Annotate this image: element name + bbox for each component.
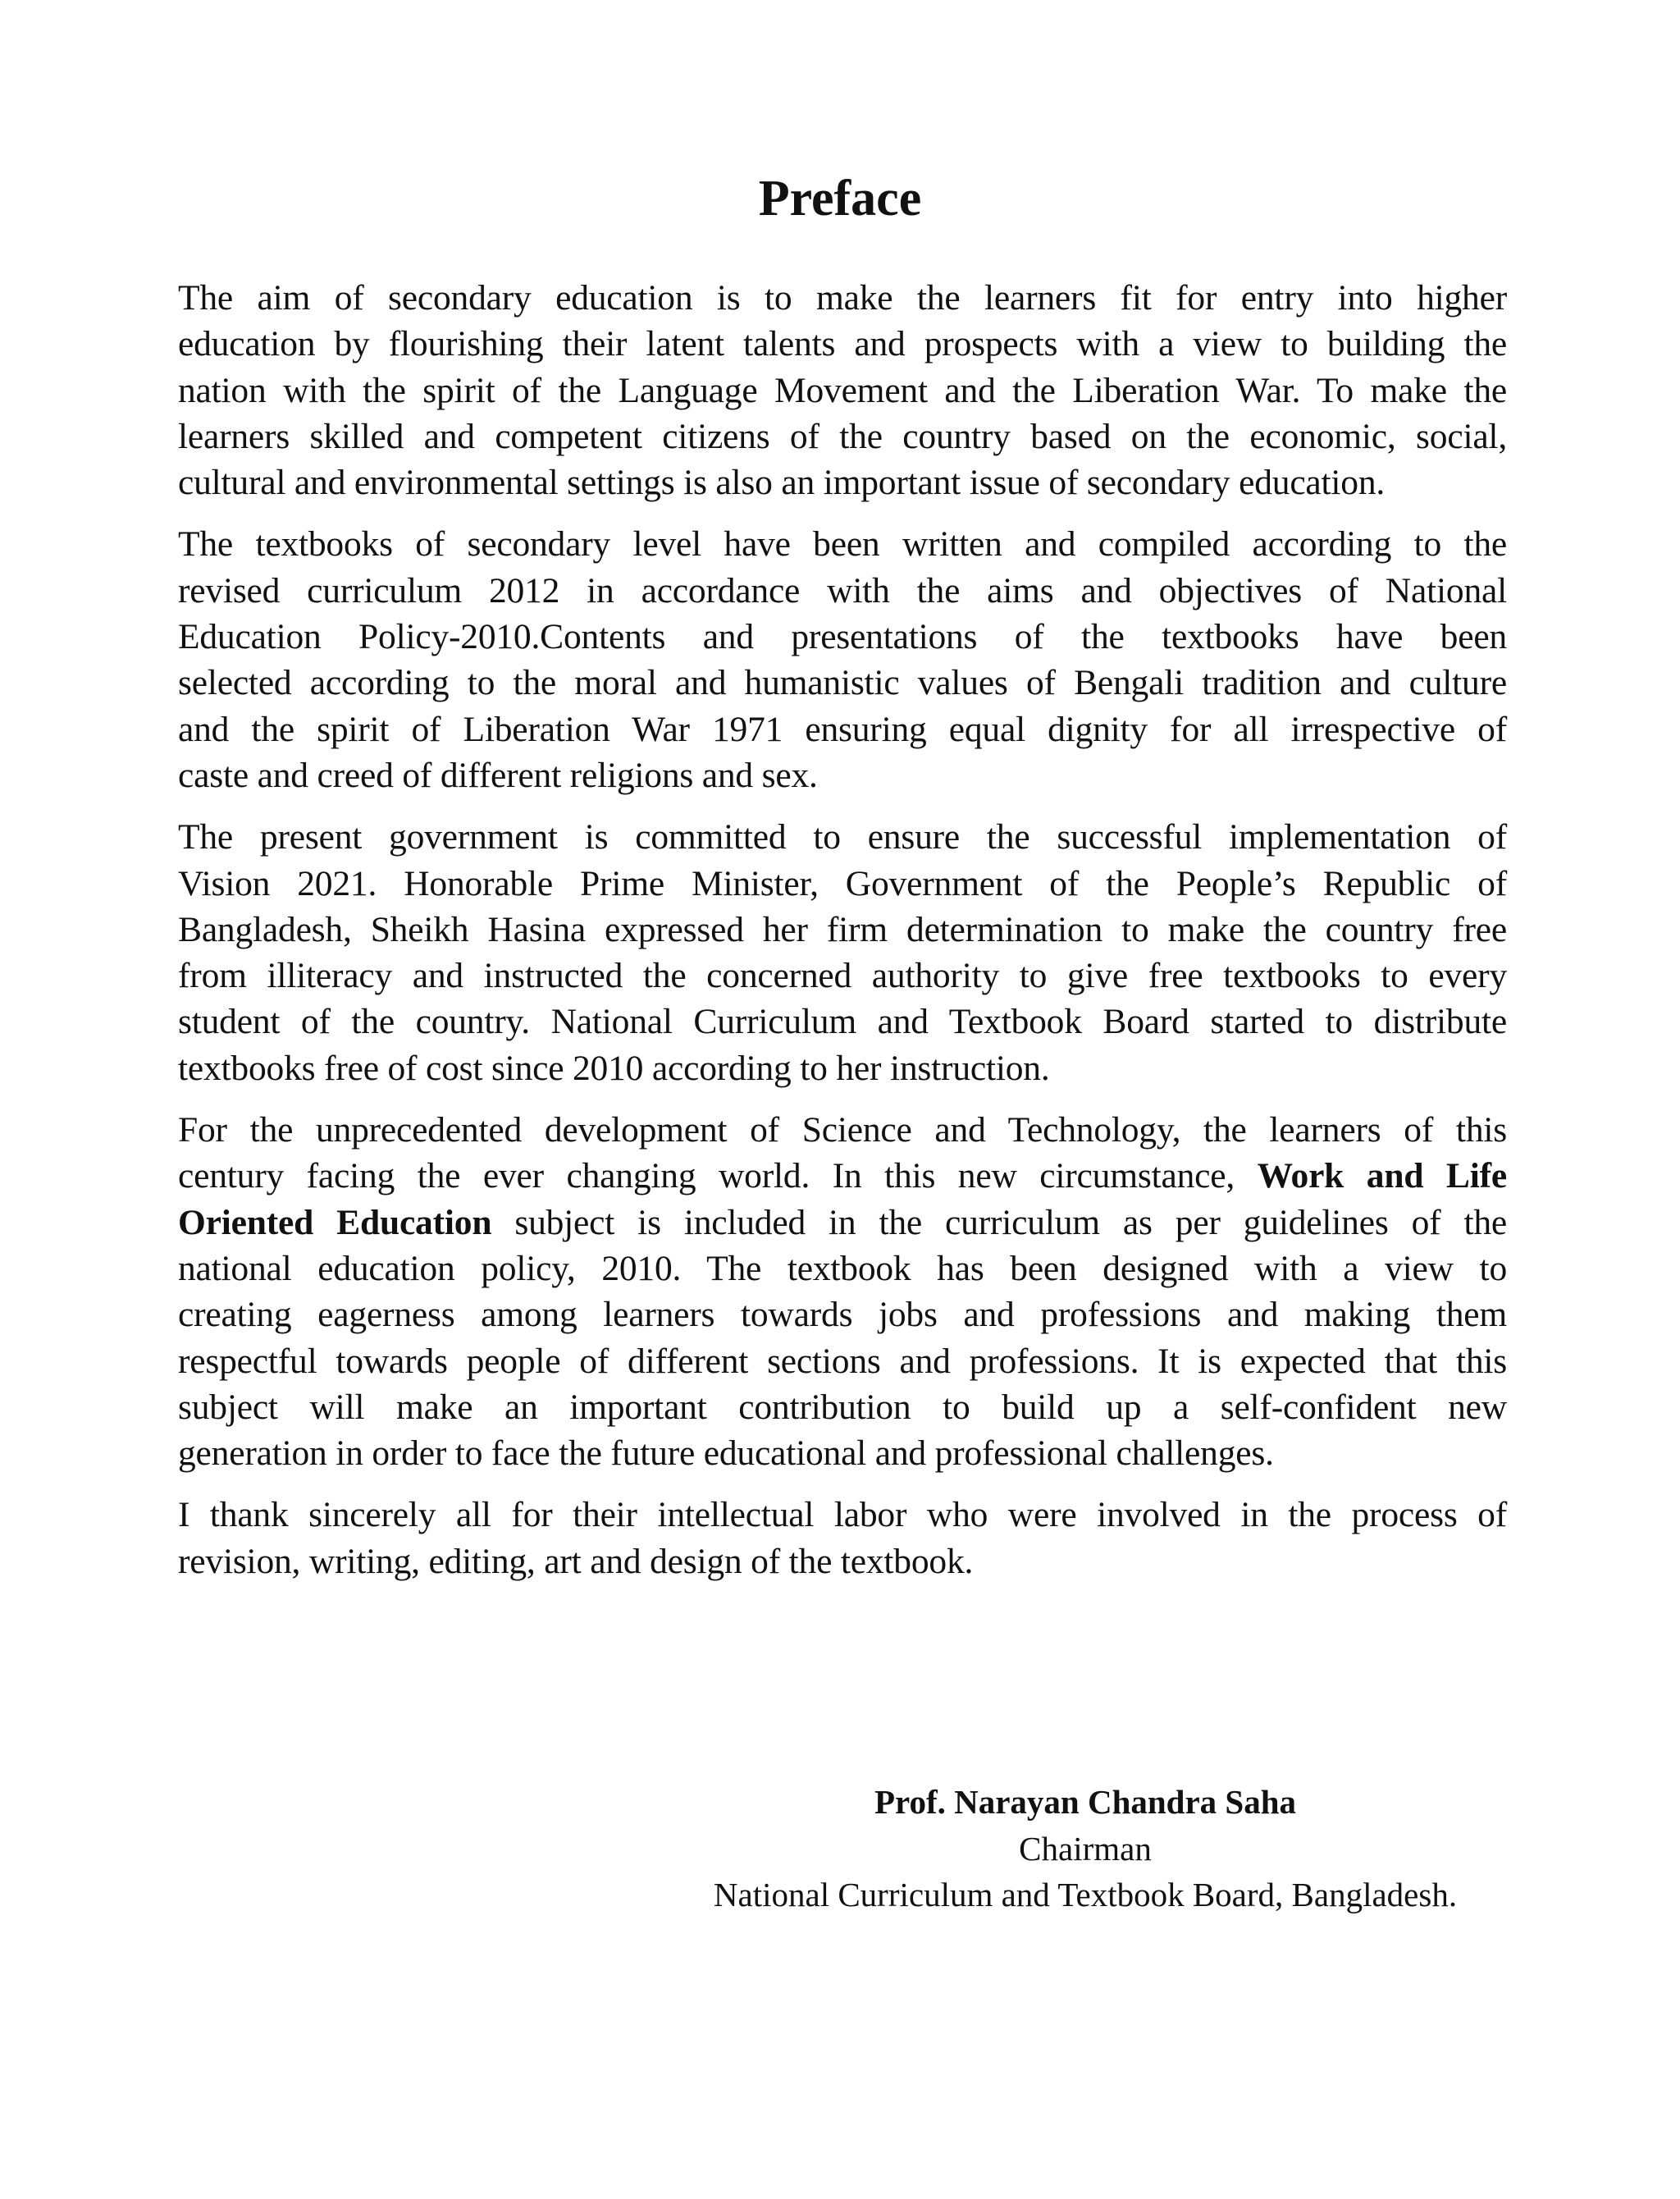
text-line [178,521,1507,567]
text-line [178,1538,1507,1584]
text-segment: generation in order to face the future educational and professional challenges. [178,1433,1274,1474]
bold-text: Oriented Education [178,1202,492,1242]
text-segment: and the spirit of Liberation War 1971 ensuring equal dignity for all irrespective of [178,709,1507,749]
signatory-name: Prof. Narayan Chandra Saha [874,1783,1297,1821]
text-line [178,614,1507,660]
text-segment: subject will make an important contribution to build up a self-confident new [178,1387,1507,1427]
text-segment: I thank sincerely all for their intellectual labor who were involved in the process of [178,1495,1507,1535]
text-segment: revision, writing, editing, art and design of the textbook. [178,1541,974,1581]
text-line [178,953,1507,999]
text-line [178,814,1507,860]
text-segment: The textbooks of secondary level have been written and compiled according to the [178,524,1507,565]
text-line [178,1430,1507,1476]
text-line [178,1338,1507,1384]
text-segment: national education policy, 2010. The textbook has been designed with a view to [178,1248,1507,1288]
text-line [178,414,1507,459]
text-line [178,1153,1507,1199]
text-line [178,275,1507,321]
text-segment: The present government is committed to ensure the successful implementation of [178,817,1507,857]
paragraph [178,1492,1507,1584]
text-segment: respectful towards people of different sections and professions. It is expected that this [178,1341,1507,1381]
bold-text: Work and Life [1257,1156,1508,1196]
text-segment: student of the country. National Curriculum and Textbook Board started to distribute [178,1002,1507,1042]
text-line [178,1384,1507,1430]
text-line [178,660,1507,706]
text-line [178,1492,1507,1538]
signature-block [675,1779,1495,1918]
text-line [178,1045,1507,1091]
paragraph [178,275,1507,505]
text-line [178,1107,1507,1153]
text-segment: cultural and environmental settings is also an important issue of secondary education. [178,463,1386,503]
text-line [178,752,1507,798]
signatory-position: Chairman [1019,1829,1152,1868]
text-segment: caste and creed of different religions and sex. [178,755,818,795]
text-line [178,706,1507,752]
text-segment: education by flourishing their latent talents and prospects with a view to building the [178,324,1507,364]
paragraph [178,814,1507,1091]
signatory-organization: National Curriculum and Textbook Board, Bangladesh. [713,1876,1458,1913]
text-line [178,861,1507,907]
text-segment: century facing the ever changing world. In this new circumstance, [178,1156,1258,1196]
page-title: Preface [758,171,922,226]
text-line [178,568,1507,614]
text-segment: selected according to the moral and humanistic values of Bengali tradition and culture [178,663,1507,703]
text-line [178,368,1507,414]
text-segment: textbooks free of cost since 2010 according to her instruction. [178,1048,1050,1088]
text-line [178,321,1507,367]
text-segment: nation with the spirit of the Language Movement and the Liberation War. To make the [178,370,1507,410]
text-segment: Bangladesh, Sheikh Hasina expressed her firm determination to make the country free [178,909,1507,949]
text-line [178,1200,1507,1246]
text-segment: learners skilled and competent citizens of the country based on the economic, social, [178,416,1507,456]
preface-body [178,275,1507,1600]
text-line [178,999,1507,1045]
text-line [178,459,1507,505]
text-segment: revised curriculum 2012 in accordance with the aims and objectives of National [178,570,1507,610]
paragraph [178,1107,1507,1476]
text-segment: The aim of secondary education is to make the learners fit for entry into higher [178,278,1507,318]
text-segment: from illiteracy and instructed the concerned authority to give free textbooks to every [178,956,1507,996]
text-segment: For the unprecedented development of Science and Technology, the learners of this [178,1110,1507,1150]
text-line [178,1292,1507,1337]
text-segment: subject is included in the curriculum as per guidelines of the [491,1202,1507,1242]
text-line [178,1246,1507,1292]
paragraph [178,521,1507,798]
text-segment: Vision 2021. Honorable Prime Minister, Government of the People’s Republic of [178,863,1507,903]
text-segment: creating eagerness among learners towards jobs and professions and making them [178,1295,1507,1335]
text-line [178,907,1507,953]
text-segment: Education Policy-2010.Contents and presentations of the textbooks have been [178,617,1507,657]
